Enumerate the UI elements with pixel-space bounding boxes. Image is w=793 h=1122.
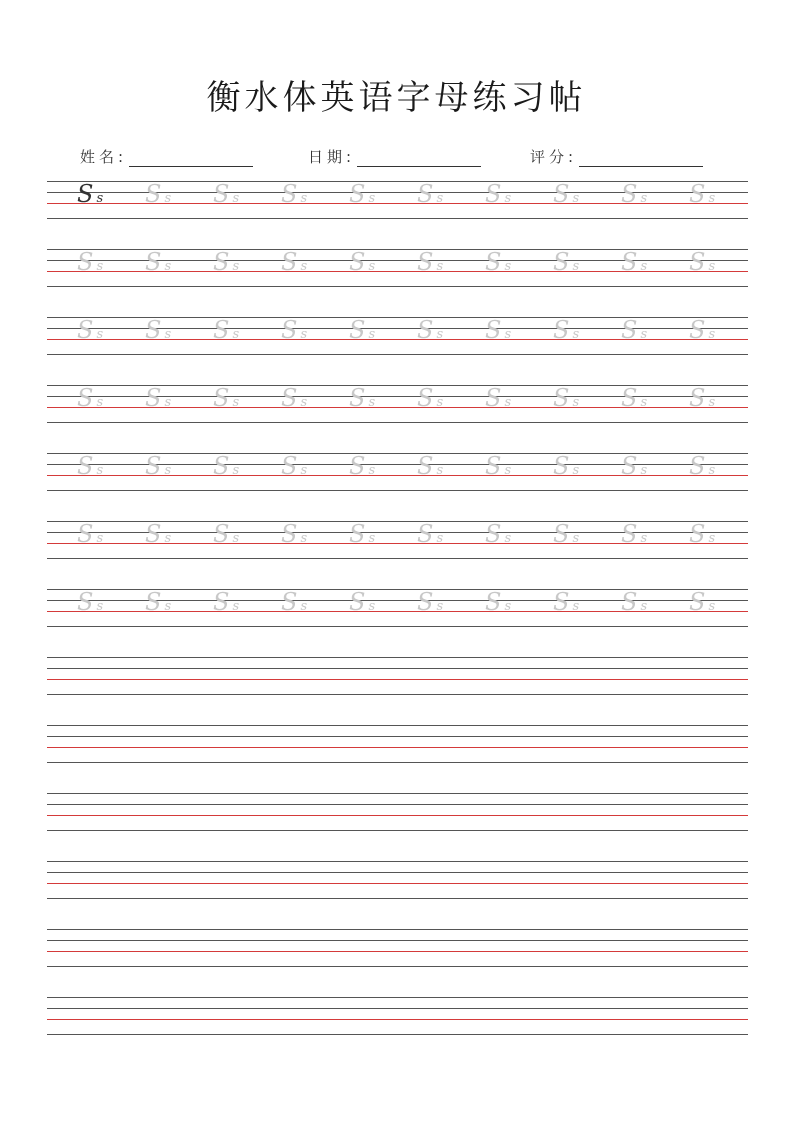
trace-letter [145,386,205,416]
uppercase-letter: S [689,520,706,548]
uppercase-letter: S [213,316,230,344]
lowercase-letter: s [300,599,308,614]
uppercase-letter: S [145,248,162,276]
trace-letter [77,454,137,484]
trace-letter [213,386,273,416]
lowercase-letter: s [436,531,444,546]
trace-letter [417,182,477,212]
trace-letter [689,590,749,620]
uppercase-letter: S [621,248,638,276]
letter-group [47,385,748,423]
lowercase-letter: s [504,259,512,274]
uppercase-letter: S [553,180,570,208]
lowercase-letter: s [504,463,512,478]
uppercase-letter: S [485,384,502,412]
lowercase-letter: s [232,327,240,342]
uppercase-letter: S [281,588,298,616]
uppercase-letter: S [213,248,230,276]
lowercase-letter: s [232,395,240,410]
trace-letter [689,182,749,212]
letter-group [47,317,748,355]
trace-letter [553,250,613,280]
trace-letter [77,318,137,348]
uppercase-letter: S [621,384,638,412]
lowercase-letter: s [504,395,512,410]
uppercase-letter: S [553,384,570,412]
lowercase-letter: s [164,463,172,478]
uppercase-letter: S [281,452,298,480]
uppercase-letter: S [689,452,706,480]
uppercase-letter: S [553,588,570,616]
trace-letter [349,386,409,416]
uppercase-letter: S [145,316,162,344]
trace-letter [621,590,681,620]
uppercase-letter: S [621,520,638,548]
uppercase-letter: S [485,316,502,344]
guide-line [47,830,748,831]
guide-line [47,872,748,873]
uppercase-letter: S [417,588,434,616]
letter-group [47,521,748,559]
trace-letter [145,318,205,348]
trace-letter [213,454,273,484]
letter-group [47,589,748,627]
uppercase-letter: S [689,248,706,276]
uppercase-letter: S [281,180,298,208]
guide-line [47,966,748,967]
lowercase-letter: s [300,327,308,342]
lowercase-letter: s [96,395,104,410]
lowercase-letter: s [572,599,580,614]
lowercase-letter: s [368,599,376,614]
uppercase-letter: S [553,316,570,344]
trace-letter [77,386,137,416]
uppercase-letter: S [621,588,638,616]
uppercase-letter: S [485,180,502,208]
trace-letter [77,590,137,620]
lowercase-letter: s [640,395,648,410]
trace-letter [485,250,545,280]
trace-letter [485,318,545,348]
lowercase-letter: s [300,259,308,274]
trace-letter [485,454,545,484]
uppercase-letter: S [213,520,230,548]
blank-practice-row[interactable] [47,725,748,763]
trace-letter [77,250,137,280]
guide-line [47,725,748,726]
trace-letter [417,454,477,484]
lowercase-letter: s [708,599,716,614]
blank-practice-row[interactable] [47,861,748,899]
uppercase-letter: S [553,520,570,548]
uppercase-letter: S [553,248,570,276]
lowercase-letter: s [504,531,512,546]
lowercase-letter: s [504,599,512,614]
name-label: 姓名: [80,148,128,166]
trace-letter [485,386,545,416]
trace-letter [281,250,341,280]
baseline-red-line [47,747,748,748]
lowercase-letter: s [708,531,716,546]
lowercase-letter: s [572,327,580,342]
trace-letter [621,386,681,416]
lowercase-letter: s [436,259,444,274]
lowercase-letter: s [368,191,376,206]
lowercase-letter: s [572,259,580,274]
trace-letter [77,522,137,552]
uppercase-letter: S [621,316,638,344]
guide-line [47,898,748,899]
lowercase-letter: s [96,191,104,206]
page-title: 衡水体英语字母练习帖 [206,78,587,118]
model-letter [77,182,137,212]
uppercase-letter: S [145,520,162,548]
trace-letter [281,522,341,552]
lowercase-letter: s [232,531,240,546]
uppercase-letter: S [145,180,162,208]
uppercase-letter: S [349,384,366,412]
baseline-red-line [47,1019,748,1020]
uppercase-letter: S [281,384,298,412]
score-label: 评分: [530,148,578,166]
trace-letter [145,454,205,484]
lowercase-letter: s [164,327,172,342]
trace-letter [417,522,477,552]
uppercase-letter: S [553,452,570,480]
uppercase-letter: S [349,520,366,548]
lowercase-letter: s [436,599,444,614]
trace-letter [281,454,341,484]
uppercase-letter: S [485,452,502,480]
lowercase-letter: s [164,599,172,614]
lowercase-letter: s [368,463,376,478]
uppercase-letter: S [77,316,94,344]
lowercase-letter: s [96,463,104,478]
uppercase-letter: S [621,452,638,480]
blank-practice-row[interactable] [47,997,748,1035]
uppercase-letter: S [281,316,298,344]
trace-letter [485,522,545,552]
trace-letter [417,250,477,280]
lowercase-letter: s [232,599,240,614]
uppercase-letter: S [485,588,502,616]
lowercase-letter: s [232,259,240,274]
lowercase-letter: s [96,531,104,546]
trace-letter [349,182,409,212]
uppercase-letter: S [689,316,706,344]
uppercase-letter: S [349,248,366,276]
lowercase-letter: s [640,599,648,614]
trace-letter [553,182,613,212]
trace-letter [417,318,477,348]
guide-line [47,668,748,669]
date-label: 日期: [308,148,356,166]
uppercase-letter: S [689,180,706,208]
trace-letter [145,522,205,552]
uppercase-letter: S [213,384,230,412]
lowercase-letter: s [368,327,376,342]
lowercase-letter: s [572,395,580,410]
guide-line [47,940,748,941]
trace-letter [621,522,681,552]
uppercase-letter: S [77,588,94,616]
lowercase-letter: s [436,327,444,342]
lowercase-letter: s [300,531,308,546]
lowercase-letter: s [164,531,172,546]
uppercase-letter: S [621,180,638,208]
lowercase-letter: s [436,191,444,206]
lowercase-letter: s [640,531,648,546]
uppercase-letter: S [145,452,162,480]
trace-letter [417,590,477,620]
trace-letter [145,182,205,212]
uppercase-letter: S [349,316,366,344]
lowercase-letter: s [708,395,716,410]
uppercase-letter: S [485,248,502,276]
lowercase-letter: s [640,191,648,206]
uppercase-letter: S [417,180,434,208]
trace-letter [621,454,681,484]
uppercase-letter: S [417,520,434,548]
lowercase-letter: s [164,191,172,206]
trace-letter [621,182,681,212]
lowercase-letter: s [300,191,308,206]
lowercase-letter: s [572,463,580,478]
traced-row[interactable] [47,181,748,219]
uppercase-letter: S [485,520,502,548]
lowercase-letter: s [436,395,444,410]
trace-letter [349,318,409,348]
guide-line [47,929,748,930]
traced-row[interactable] [47,249,748,287]
uppercase-letter: S [281,248,298,276]
lowercase-letter: s [640,327,648,342]
trace-letter [485,590,545,620]
uppercase-letter: S [213,588,230,616]
trace-letter [213,522,273,552]
trace-letter [281,386,341,416]
lowercase-letter: s [436,463,444,478]
baseline-red-line [47,679,748,680]
trace-letter [485,182,545,212]
trace-letter [689,250,749,280]
traced-row[interactable] [47,589,748,627]
lowercase-letter: s [708,327,716,342]
uppercase-letter: S [417,384,434,412]
baseline-red-line [47,815,748,816]
baseline-red-line [47,883,748,884]
uppercase-letter: S [77,520,94,548]
letter-group [47,249,748,287]
trace-letter [553,522,613,552]
uppercase-letter: S [417,316,434,344]
baseline-red-line [47,951,748,952]
lowercase-letter: s [708,191,716,206]
lowercase-letter: s [708,259,716,274]
lowercase-letter: s [232,463,240,478]
trace-letter [281,590,341,620]
guide-line [47,694,748,695]
trace-letter [689,522,749,552]
uppercase-letter: S [77,452,94,480]
guide-line [47,1034,748,1035]
uppercase-letter: S [417,452,434,480]
uppercase-letter: S [77,248,94,276]
uppercase-letter: S [145,588,162,616]
guide-line [47,804,748,805]
trace-letter [281,318,341,348]
lowercase-letter: s [572,531,580,546]
traced-row[interactable] [47,385,748,423]
trace-letter [213,590,273,620]
guide-line [47,657,748,658]
blank-practice-row[interactable] [47,929,748,967]
blank-practice-row[interactable] [47,793,748,831]
uppercase-letter: S [349,452,366,480]
uppercase-letter: S [689,384,706,412]
traced-row[interactable] [47,521,748,559]
lowercase-letter: s [504,327,512,342]
traced-row[interactable] [47,317,748,355]
trace-letter [553,386,613,416]
guide-line [47,997,748,998]
lowercase-letter: s [708,463,716,478]
uppercase-letter: S [689,588,706,616]
uppercase-letter: S [213,180,230,208]
uppercase-letter: S [77,180,94,208]
lowercase-letter: s [640,259,648,274]
lowercase-letter: s [232,191,240,206]
trace-letter [553,318,613,348]
traced-row[interactable] [47,453,748,491]
trace-letter [213,182,273,212]
trace-letter [145,250,205,280]
uppercase-letter: S [77,384,94,412]
trace-letter [417,386,477,416]
trace-letter [349,454,409,484]
guide-line [47,736,748,737]
trace-letter [553,590,613,620]
trace-letter [281,182,341,212]
lowercase-letter: s [300,463,308,478]
lowercase-letter: s [368,259,376,274]
lowercase-letter: s [572,191,580,206]
trace-letter [145,590,205,620]
letter-group [47,453,748,491]
uppercase-letter: S [417,248,434,276]
trace-letter [349,522,409,552]
trace-letter [621,250,681,280]
lowercase-letter: s [640,463,648,478]
lowercase-letter: s [164,259,172,274]
lowercase-letter: s [96,327,104,342]
lowercase-letter: s [96,259,104,274]
trace-letter [689,318,749,348]
lowercase-letter: s [504,191,512,206]
lowercase-letter: s [96,599,104,614]
uppercase-letter: S [213,452,230,480]
trace-letter [349,590,409,620]
trace-letter [621,318,681,348]
guide-line [47,1008,748,1009]
trace-letter [213,250,273,280]
uppercase-letter: S [281,520,298,548]
lowercase-letter: s [300,395,308,410]
guide-line [47,762,748,763]
uppercase-letter: S [349,180,366,208]
letter-group [47,181,748,219]
lowercase-letter: s [368,531,376,546]
uppercase-letter: S [349,588,366,616]
trace-letter [689,386,749,416]
trace-letter [689,454,749,484]
guide-line [47,861,748,862]
lowercase-letter: s [368,395,376,410]
blank-practice-row[interactable] [47,657,748,695]
uppercase-letter: S [145,384,162,412]
trace-letter [213,318,273,348]
trace-letter [349,250,409,280]
trace-letter [553,454,613,484]
guide-line [47,793,748,794]
lowercase-letter: s [164,395,172,410]
